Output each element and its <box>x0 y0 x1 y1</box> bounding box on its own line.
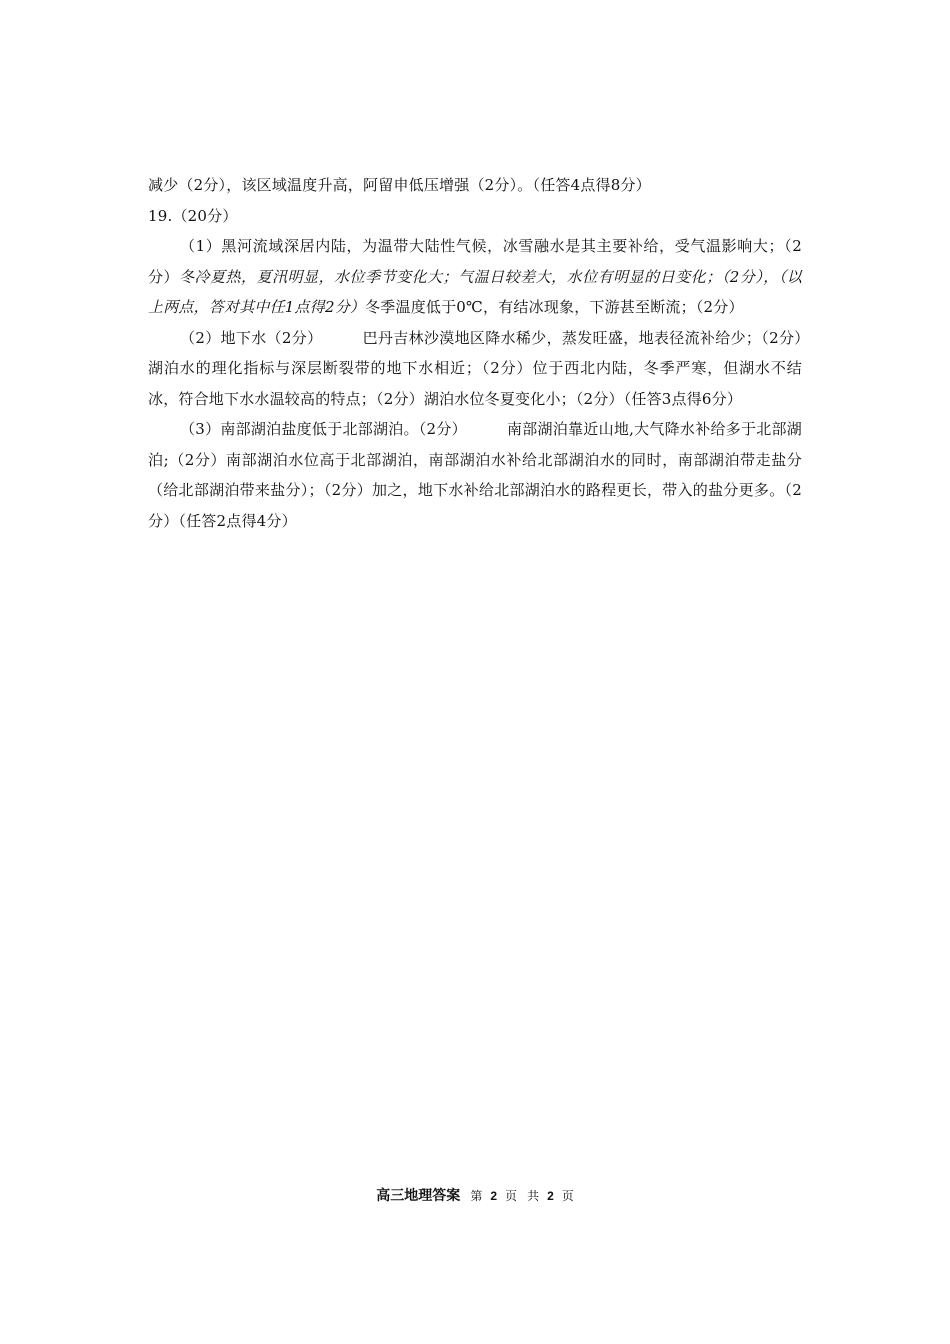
part-3-text: 南部湖泊靠近山地,大气降水补给多于北部湖泊;（2分）南部湖泊水位高于北部湖泊，南部湖泊水补给北部湖泊水的同时，南部湖泊带走盐分（给北部湖泊带来盐分）；（2分）加之，地下水补给北部湖泊水的路程更长，带入的盐分更多。（2分）（任答2点得4分） <box>148 420 802 530</box>
part-1-text-c: 冬季温度低于0℃，有结冰现象，下游甚至断流；（2分） <box>365 298 744 316</box>
footer-gong: 共 <box>527 1189 540 1203</box>
footer-di: 第 <box>470 1189 483 1203</box>
part-1-text-italic: 冬冷夏热，夏汛明显，水位季节变化大；气温日较差大，水位有明显的日变化；（2分），（以上两点，答对其中任1点得2分） <box>148 267 802 316</box>
continuation-text: 减少（2分），该区域温度升高，阿留申低压增强（2分）。（任答4点得8分） <box>148 176 651 194</box>
part-1-text-a: （1）黑河流域深居内陆，为温带大陆性气候，冰雪融水是其主要补给，受气温影响大；（2分） <box>148 237 802 286</box>
answer-part-1 <box>148 231 802 323</box>
current-page-number: 2 <box>490 1189 498 1203</box>
part-2-answer: （2）地下水（2分） <box>180 328 323 347</box>
footer-page-info <box>470 1189 573 1203</box>
question-19-heading <box>148 201 802 232</box>
footer-ye: 页 <box>505 1189 518 1203</box>
answer-part-2 <box>148 323 802 415</box>
page-footer <box>0 1186 950 1207</box>
answer-content <box>148 170 802 536</box>
footer-ye2: 页 <box>561 1189 574 1203</box>
part-3-answer: （3）南部湖泊盐度低于北部湖泊。（2分） <box>180 420 467 438</box>
answer-part-3 <box>148 414 802 536</box>
total-page-number: 2 <box>547 1189 554 1203</box>
question-number: 19.（20分） <box>148 206 238 225</box>
footer-subject: 高三地理答案 <box>376 1188 461 1204</box>
part-2-text: 巴丹吉林沙漠地区降水稀少，蒸发旺盛，地表径流补给少；（2分）湖泊水的理化指标与深层断裂带的地下水相近；（2分）位于西北内陆，冬季严寒，但湖水不结冰，符合地下水水温较高的特点；（2分）湖泊水位冬夏变化小；（2分）（任答3点得6分） <box>148 328 803 408</box>
answer-line-continuation <box>148 170 802 201</box>
